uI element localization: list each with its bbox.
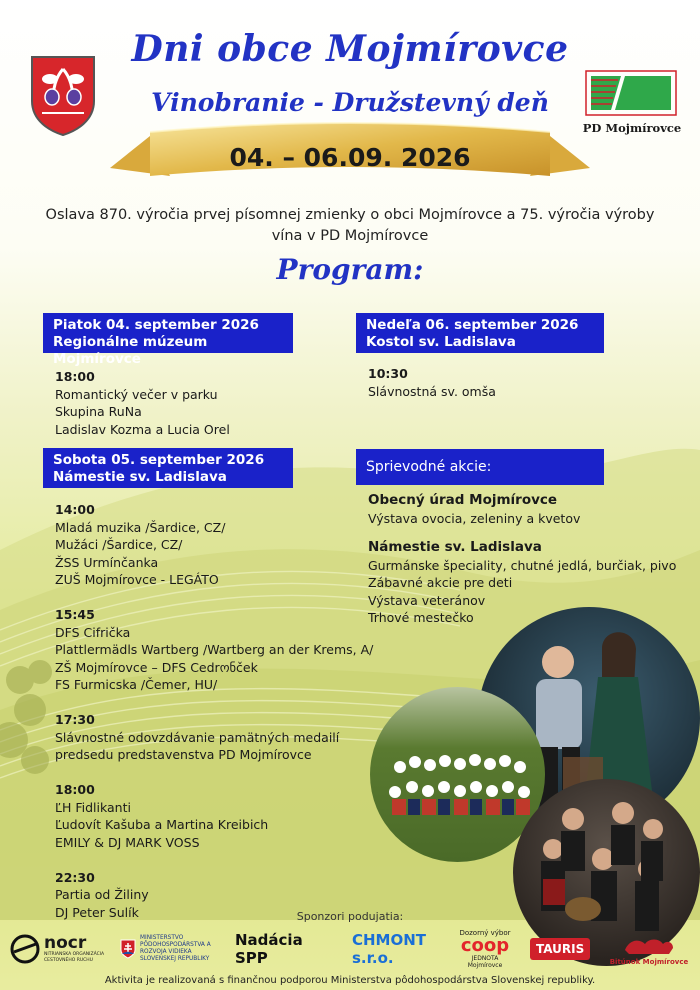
list-item: Plattlermädls Wartberg /Wartberg an der Krems, A/ bbox=[55, 642, 374, 657]
list-item: Výstava ovocia, zeleniny a kvetov bbox=[368, 510, 581, 526]
logo-caption: PD Mojmírovce bbox=[582, 121, 682, 135]
sponsors-label: Sponzori podujatia: bbox=[296, 910, 404, 923]
list-item: Partia od Žiliny bbox=[55, 887, 149, 902]
list-item: Mladá muzika /Šardice, CZ/ bbox=[55, 519, 226, 535]
list-item: Ľudovít Kašuba a Martina Kreibich bbox=[55, 817, 269, 832]
list-item: ZŠ Mojmírovce – DFS Cedrონček bbox=[55, 659, 258, 675]
page-title: Dni obce Mojmírovce bbox=[131, 28, 569, 70]
side-place-1: Obecný úrad Mojmírovce bbox=[368, 492, 558, 508]
tauris-name: TAURIS bbox=[530, 938, 590, 960]
list-item: FS Furmicska /Čemer, HU/ bbox=[55, 677, 218, 692]
list-item: ZUŠ Mojmírovce - LEGÁTO bbox=[55, 572, 219, 587]
list-item: Ladislav Kozma a Lucia Orel bbox=[55, 421, 230, 437]
ministry-name: MINISTERSTVO PÔDOHOSPODÁRSTVA A ROZVOJA VIDIEKA SLOVENSKEJ REPUBLIKY bbox=[140, 935, 211, 962]
schedule-time: 18:00 bbox=[55, 782, 95, 797]
list-item: Gurmánske špeciality, chutné jedlá, burčiak, pivo bbox=[368, 557, 677, 573]
coop-subtitle: JEDNOTA Mojmírovce bbox=[467, 955, 503, 969]
list-item: ŽSS Urmínčanka bbox=[55, 554, 159, 570]
nocr-subtitle: NITRIANSKA ORGANIZÁCIA CESTOVNÉHO RUCHU bbox=[44, 952, 105, 963]
sponsor-ministry bbox=[120, 925, 230, 973]
sunday-header bbox=[356, 313, 604, 353]
list-item: Slávnostné odovzdávanie pamätných medailí bbox=[55, 729, 340, 745]
list-item: Skupina RuNa bbox=[55, 404, 142, 419]
sponsor-nadacia-spp bbox=[235, 925, 330, 973]
page-subtitle: Vinobranie - Družstevný deň bbox=[151, 88, 549, 117]
list-item: predsedu predstavenstva PD Mojmírovce bbox=[55, 747, 312, 762]
friday-schedule bbox=[55, 368, 335, 438]
schedule-time: 18:00 bbox=[55, 369, 95, 384]
sponsor-chmont bbox=[352, 925, 447, 973]
sunday-day: Nedeľa 06. september 2026 bbox=[366, 317, 579, 333]
schedule-time: 15:45 bbox=[55, 607, 95, 622]
coop-top-label: Dozorný výbor bbox=[459, 929, 511, 937]
event-date: 04. – 06.09. 2026 bbox=[229, 143, 471, 172]
footer-note: Aktivita je realizovaná s finančnou podporou Ministerstva pôdohospodárstva Slovenskej republiky. bbox=[104, 975, 596, 986]
saturday-schedule bbox=[55, 501, 375, 921]
friday-venue: Regionálne múzeum Mojmírovce bbox=[53, 334, 208, 367]
list-item: Mužáci /Šardice, CZ/ bbox=[55, 537, 183, 552]
sponsor-coop-jednota bbox=[450, 925, 520, 973]
side-events-header: Sprievodné akcie: bbox=[356, 449, 604, 485]
list-item: Trhové mestečko bbox=[368, 610, 474, 625]
list-item: Romantický večer v parku bbox=[55, 386, 218, 402]
nocr-name: nocr bbox=[44, 933, 87, 953]
slovak-coat-icon bbox=[120, 939, 136, 959]
bitunok-animals-icon bbox=[621, 932, 677, 958]
schedule-time: 17:30 bbox=[55, 712, 95, 727]
program-heading: Program: bbox=[276, 253, 424, 286]
folklore-group-photo bbox=[370, 687, 545, 862]
friday-day: Piatok 04. september 2026 bbox=[53, 317, 259, 333]
sponsor-tauris bbox=[530, 925, 594, 973]
sponsor-nocr bbox=[10, 925, 110, 973]
list-item: DJ Peter Sulík bbox=[55, 904, 139, 920]
nadacia-name: Nadácia SPP bbox=[235, 931, 303, 967]
sunday-schedule bbox=[368, 365, 648, 400]
schedule-time: 14:00 bbox=[55, 502, 95, 517]
chmont-name: CHMONT s.r.o. bbox=[352, 931, 427, 967]
sunday-venue: Kostol sv. Ladislava bbox=[366, 334, 516, 350]
side-place-2: Námestie sv. Ladislava bbox=[368, 539, 542, 555]
schedule-time: 10:30 bbox=[368, 366, 408, 381]
list-item: ĽH Fidlikanti bbox=[55, 799, 131, 815]
coop-name: coop bbox=[460, 935, 510, 956]
list-item: EMILY & DJ MARK VOSS bbox=[55, 834, 200, 850]
list-item: Výstava veteránov bbox=[368, 592, 486, 608]
saturday-venue: Námestie sv. Ladislava bbox=[53, 469, 227, 485]
nocr-logo-icon bbox=[10, 934, 40, 964]
friday-header bbox=[43, 313, 293, 367]
folklore-group-drawing bbox=[370, 687, 545, 862]
side-events bbox=[368, 492, 688, 627]
bitunok-name: Bitúnok Mojmírovce bbox=[609, 958, 689, 966]
intro-text: Oslava 870. výročia prvej písomnej zmienky o obci Mojmírovce a 75. výročia výroby vína v PD Mojmírovce bbox=[45, 207, 655, 244]
saturday-header bbox=[43, 448, 293, 488]
list-item: Zábavné akcie pre deti bbox=[368, 575, 513, 590]
list-item: DFS Cifrička bbox=[55, 624, 131, 640]
saturday-day: Sobota 05. september 2026 bbox=[53, 452, 265, 468]
sponsor-bitunok bbox=[604, 925, 694, 973]
list-item: Slávnostná sv. omša bbox=[368, 383, 496, 399]
schedule-time: 22:30 bbox=[55, 869, 95, 885]
